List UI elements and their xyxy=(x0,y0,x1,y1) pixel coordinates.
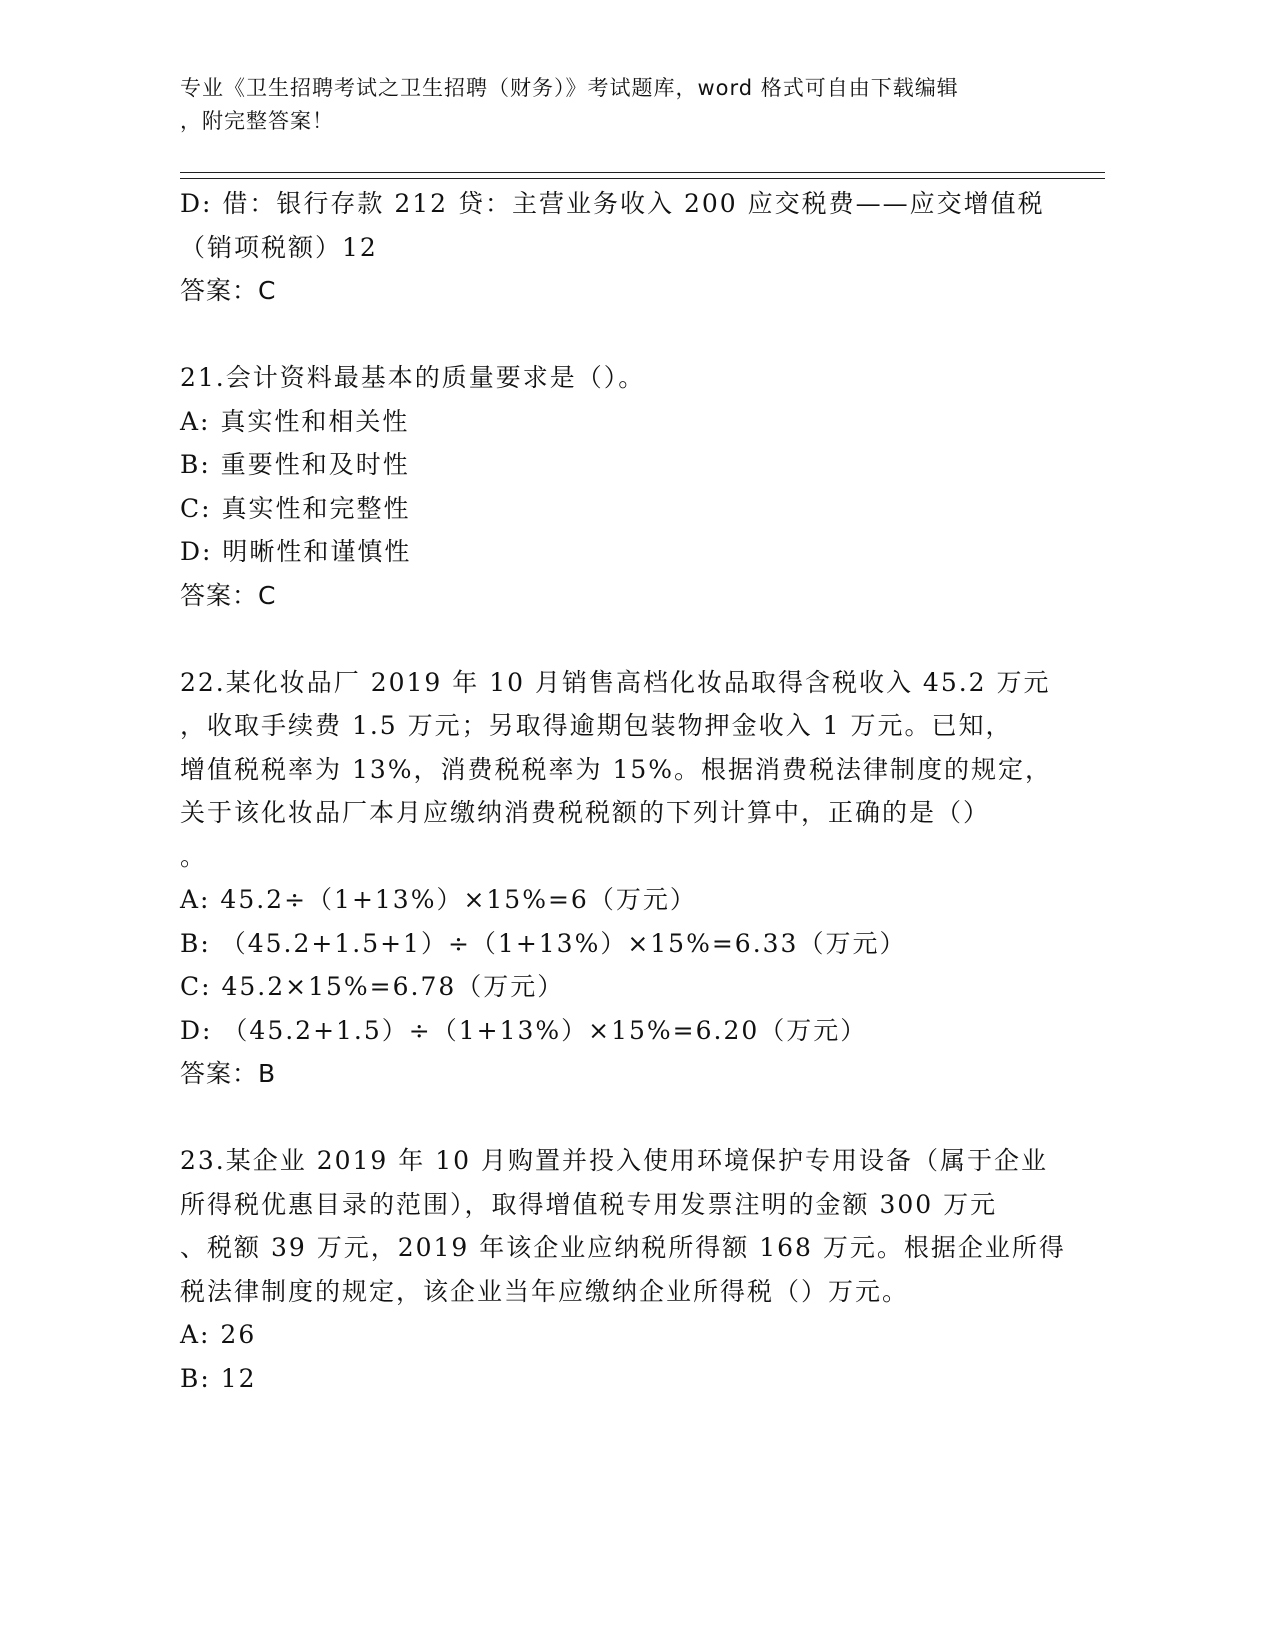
header-title-line-2: ，附完整答案！ xyxy=(180,109,334,133)
question-stem-line-2: ，收取手续费 1.5 万元；另取得逾期包装物押金收入 1 万元。已知， xyxy=(180,711,1013,740)
option-a: A: 真实性和相关性 xyxy=(180,406,410,436)
question-stem: 21.会计资料最基本的质量要求是（）。 xyxy=(180,363,646,392)
question-content xyxy=(180,182,1080,1400)
question-stem-line-2: 所得税优惠目录的范围），取得增值税专用发票注明的金额 300 万元 xyxy=(180,1189,998,1219)
spacer xyxy=(180,313,1080,357)
answer-label: 答案：C xyxy=(180,276,277,305)
option-d-line-2: （销项税额）12 xyxy=(180,232,378,262)
option-d: D: （45.2+1.5）÷（1+13%）×15%=6.20（万元） xyxy=(180,1015,868,1045)
question-stem-line-4: 税法律制度的规定，该企业当年应缴纳企业所得税（）万元。 xyxy=(180,1276,910,1306)
header-divider-bottom xyxy=(180,178,1105,179)
question-stem-line-5: 。 xyxy=(180,841,208,871)
option-b: B: 12 xyxy=(180,1363,257,1393)
option-a: A: 45.2÷（1+13%）×15%=6（万元） xyxy=(180,885,697,914)
option-b: B: （45.2+1.5+1）÷（1+13%）×15%=6.33（万元） xyxy=(180,928,907,958)
answer-label: 答案：C xyxy=(180,580,277,610)
question-stem-line-3: 增值税税率为 13%，消费税税率为 15%。根据消费税法律制度的规定， xyxy=(180,754,1053,784)
option-d: D: 明晰性和谨慎性 xyxy=(180,537,412,566)
question-stem-line-3: 、税额 39 万元，2019 年该企业应纳税所得额 168 万元。根据企业所得 xyxy=(180,1233,1066,1262)
question-stem-line-1: 22.某化妆品厂 2019 年 10 月销售高档化妆品取得含税收入 45.2 万元 xyxy=(180,667,1051,697)
question-23 xyxy=(180,1139,1080,1400)
page-header xyxy=(180,72,1060,138)
question-stem-line-4: 关于该化妆品厂本月应缴纳消费税税额的下列计算中，正确的是（） xyxy=(180,798,991,827)
option-c: C: 真实性和完整性 xyxy=(180,493,411,523)
header-title-line-1: 专业《卫生招聘考试之卫生招聘（财务）》考试题库，word 格式可自由下载编辑 xyxy=(180,76,959,100)
option-d-line-1: D: 借：银行存款 212 贷：主营业务收入 200 应交税费——应交增值税 xyxy=(180,189,1045,218)
spacer xyxy=(180,617,1080,661)
option-b: B: 重要性和及时性 xyxy=(180,450,410,479)
answer-label: 答案：B xyxy=(180,1059,277,1088)
question-21 xyxy=(180,356,1080,617)
spacer xyxy=(180,1096,1080,1140)
option-a: A: 26 xyxy=(180,1320,257,1349)
option-c: C: 45.2×15%=6.78（万元） xyxy=(180,972,565,1001)
header-divider-top xyxy=(180,172,1105,173)
question-stem-line-1: 23.某企业 2019 年 10 月购置并投入使用环境保护专用设备（属于企业 xyxy=(180,1146,1048,1175)
question-22 xyxy=(180,661,1080,1096)
question-20-tail xyxy=(180,182,1080,313)
